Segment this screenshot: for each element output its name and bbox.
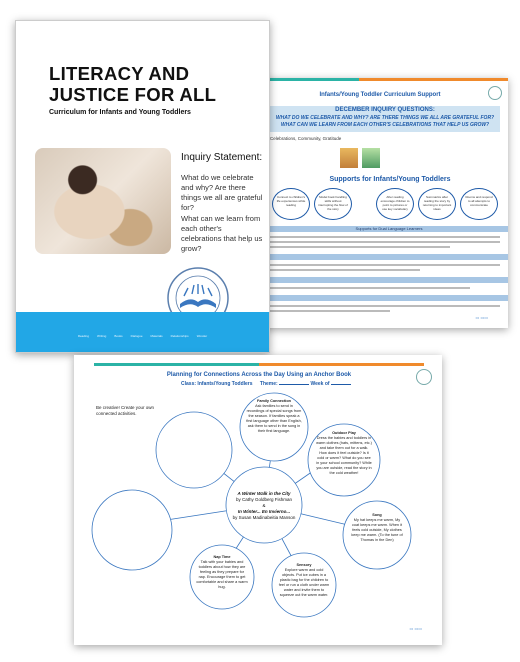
nav-item: Wonder xyxy=(196,334,208,338)
outdoor-play-node xyxy=(316,431,372,476)
nav-item: Reading xyxy=(77,334,90,338)
logo-icon xyxy=(488,86,502,100)
family-connection-node xyxy=(246,399,302,434)
outdoor-play-text: Dress the babies and toddlers in warm clothes (hats, mittens, etc.) and take them out for a walk. How does it feel outside? Is it cold or warm? What do you see in your school community? While you are outside, read the story in the cold weather! xyxy=(316,436,372,475)
song-node xyxy=(350,513,404,543)
text-line xyxy=(270,264,500,266)
support-oval: Connect to children's life experiences while reading xyxy=(272,188,310,220)
planning-page xyxy=(74,355,442,645)
anchor-book-center xyxy=(226,491,302,521)
book-title-2: In Winter... En Invierno... xyxy=(237,509,291,514)
section-bar xyxy=(270,277,508,283)
cover-page xyxy=(15,20,270,353)
inquiry-question-1: What do we celebrate and why? Are there things we all are grateful for? xyxy=(181,173,263,212)
amp: & xyxy=(262,503,266,508)
cover-subtitle: Curriculum for Infants and Young Toddlers xyxy=(49,109,191,116)
support-oval: Rooms and respond to all attempts to communicate xyxy=(460,188,498,220)
footer-logo: ▭ ▭▭ xyxy=(409,626,422,631)
nav-item: Books xyxy=(114,334,123,338)
text-line xyxy=(270,305,500,307)
december-questions xyxy=(270,115,500,129)
text-line xyxy=(270,287,470,289)
supports-title: Supports for Infants/Young Toddlers xyxy=(329,176,451,183)
december-title: DECEMBER INQUIRY QUESTIONS: xyxy=(335,107,435,113)
footer-logo: ▭ ▭▭ xyxy=(475,315,488,320)
family-connection-title: Family Connection xyxy=(257,399,291,403)
song-text: My hat keeps me warm, My coat keeps me warm. When it feels cold outside, My clothes keep me warm. (To the tune of Thomas in the Den) xyxy=(351,518,403,542)
nav-item: Materials xyxy=(150,334,163,338)
text-line xyxy=(270,236,500,238)
book-author-2: by Susan Madinabeitia Manson xyxy=(232,515,296,520)
support-oval: Summarize after reading the story by returning to important ideas xyxy=(418,188,456,220)
cover-photo xyxy=(35,148,171,254)
nav-item: Writing xyxy=(97,334,107,338)
themes-text: Celebrations, Community, Gratitude xyxy=(270,136,342,141)
nap-time-text: Talk with your babies and toddlers about how they are feeling as they prepare for nap. Encourage them to get comfortable and share a warm hug. xyxy=(196,560,248,589)
sensory-text: Explore warm and cold objects. Put ice cubes in a plastic bag for the children to feel or run a cloth under warm water and invite them to squeeze out the warm water. xyxy=(278,568,330,597)
inquiry-heading: Inquiry Statement: xyxy=(181,152,263,163)
book-cover-image xyxy=(362,148,380,168)
family-connection-text: Ask families to send in recordings of special songs from the season. If families speak a first language other than English, ask them to send in the song in their first language. xyxy=(246,404,302,433)
section-bar xyxy=(270,295,508,301)
book-cover-image xyxy=(340,148,358,168)
inquiry-question-2: What can we learn from each other's celebrations that help us grow? xyxy=(181,214,263,253)
text-line xyxy=(270,241,500,243)
sensory-node xyxy=(278,563,330,598)
nav-item: Relationships xyxy=(170,334,189,338)
cover-title xyxy=(49,63,216,105)
creative-note: Be creative! Create your own connected activities. xyxy=(96,405,155,416)
support-oval: Model book handling skills without interrupting the flow of the story xyxy=(314,188,352,220)
nap-time-node xyxy=(196,555,248,590)
song-title: Song xyxy=(372,513,382,517)
cover-nav-row xyxy=(16,334,269,338)
theme-label: Theme: xyxy=(259,381,278,387)
dual-language-bar: Supports for Dual Language Learners xyxy=(270,226,508,232)
planning-title: Planning for Connections Across the Day Using an Anchor Book xyxy=(166,372,352,378)
cover-footer-bar xyxy=(16,312,269,352)
title-line-2: JUSTICE FOR ALL xyxy=(49,84,217,105)
text-line xyxy=(270,310,390,312)
class-label: Class: Infants/Young Toddlers xyxy=(181,381,253,387)
book-title-1: A Winter Walk in the City xyxy=(237,491,291,496)
sensory-title: Sensory xyxy=(296,563,312,567)
outdoor-play-title: Outdoor Play xyxy=(332,431,356,435)
support-page-header: Infants/Young Toddler Curriculum Support xyxy=(319,92,441,98)
nav-item: Dialogue xyxy=(130,334,143,338)
support-oval: After reading encourage children to point to pictures or use key vocabulary xyxy=(376,188,414,220)
text-line xyxy=(270,269,420,271)
week-label: Week of xyxy=(310,381,330,387)
title-line-1: LITERACY AND xyxy=(49,63,190,84)
text-line xyxy=(270,246,450,248)
section-bar xyxy=(270,254,508,260)
book-author-1: by Cathy Goldberg Fishman xyxy=(235,497,293,502)
december-q1: WHAT DO WE CELEBRATE AND WHY? ARE THERE THINGS WE ALL ARE GRATEFUL FOR? xyxy=(275,115,495,121)
december-q2: WHAT CAN WE LEARN FROM EACH OTHER'S CELEBRATIONS THAT HELP US GROW? xyxy=(280,122,490,128)
nap-time-title: Nap Time xyxy=(213,555,231,559)
